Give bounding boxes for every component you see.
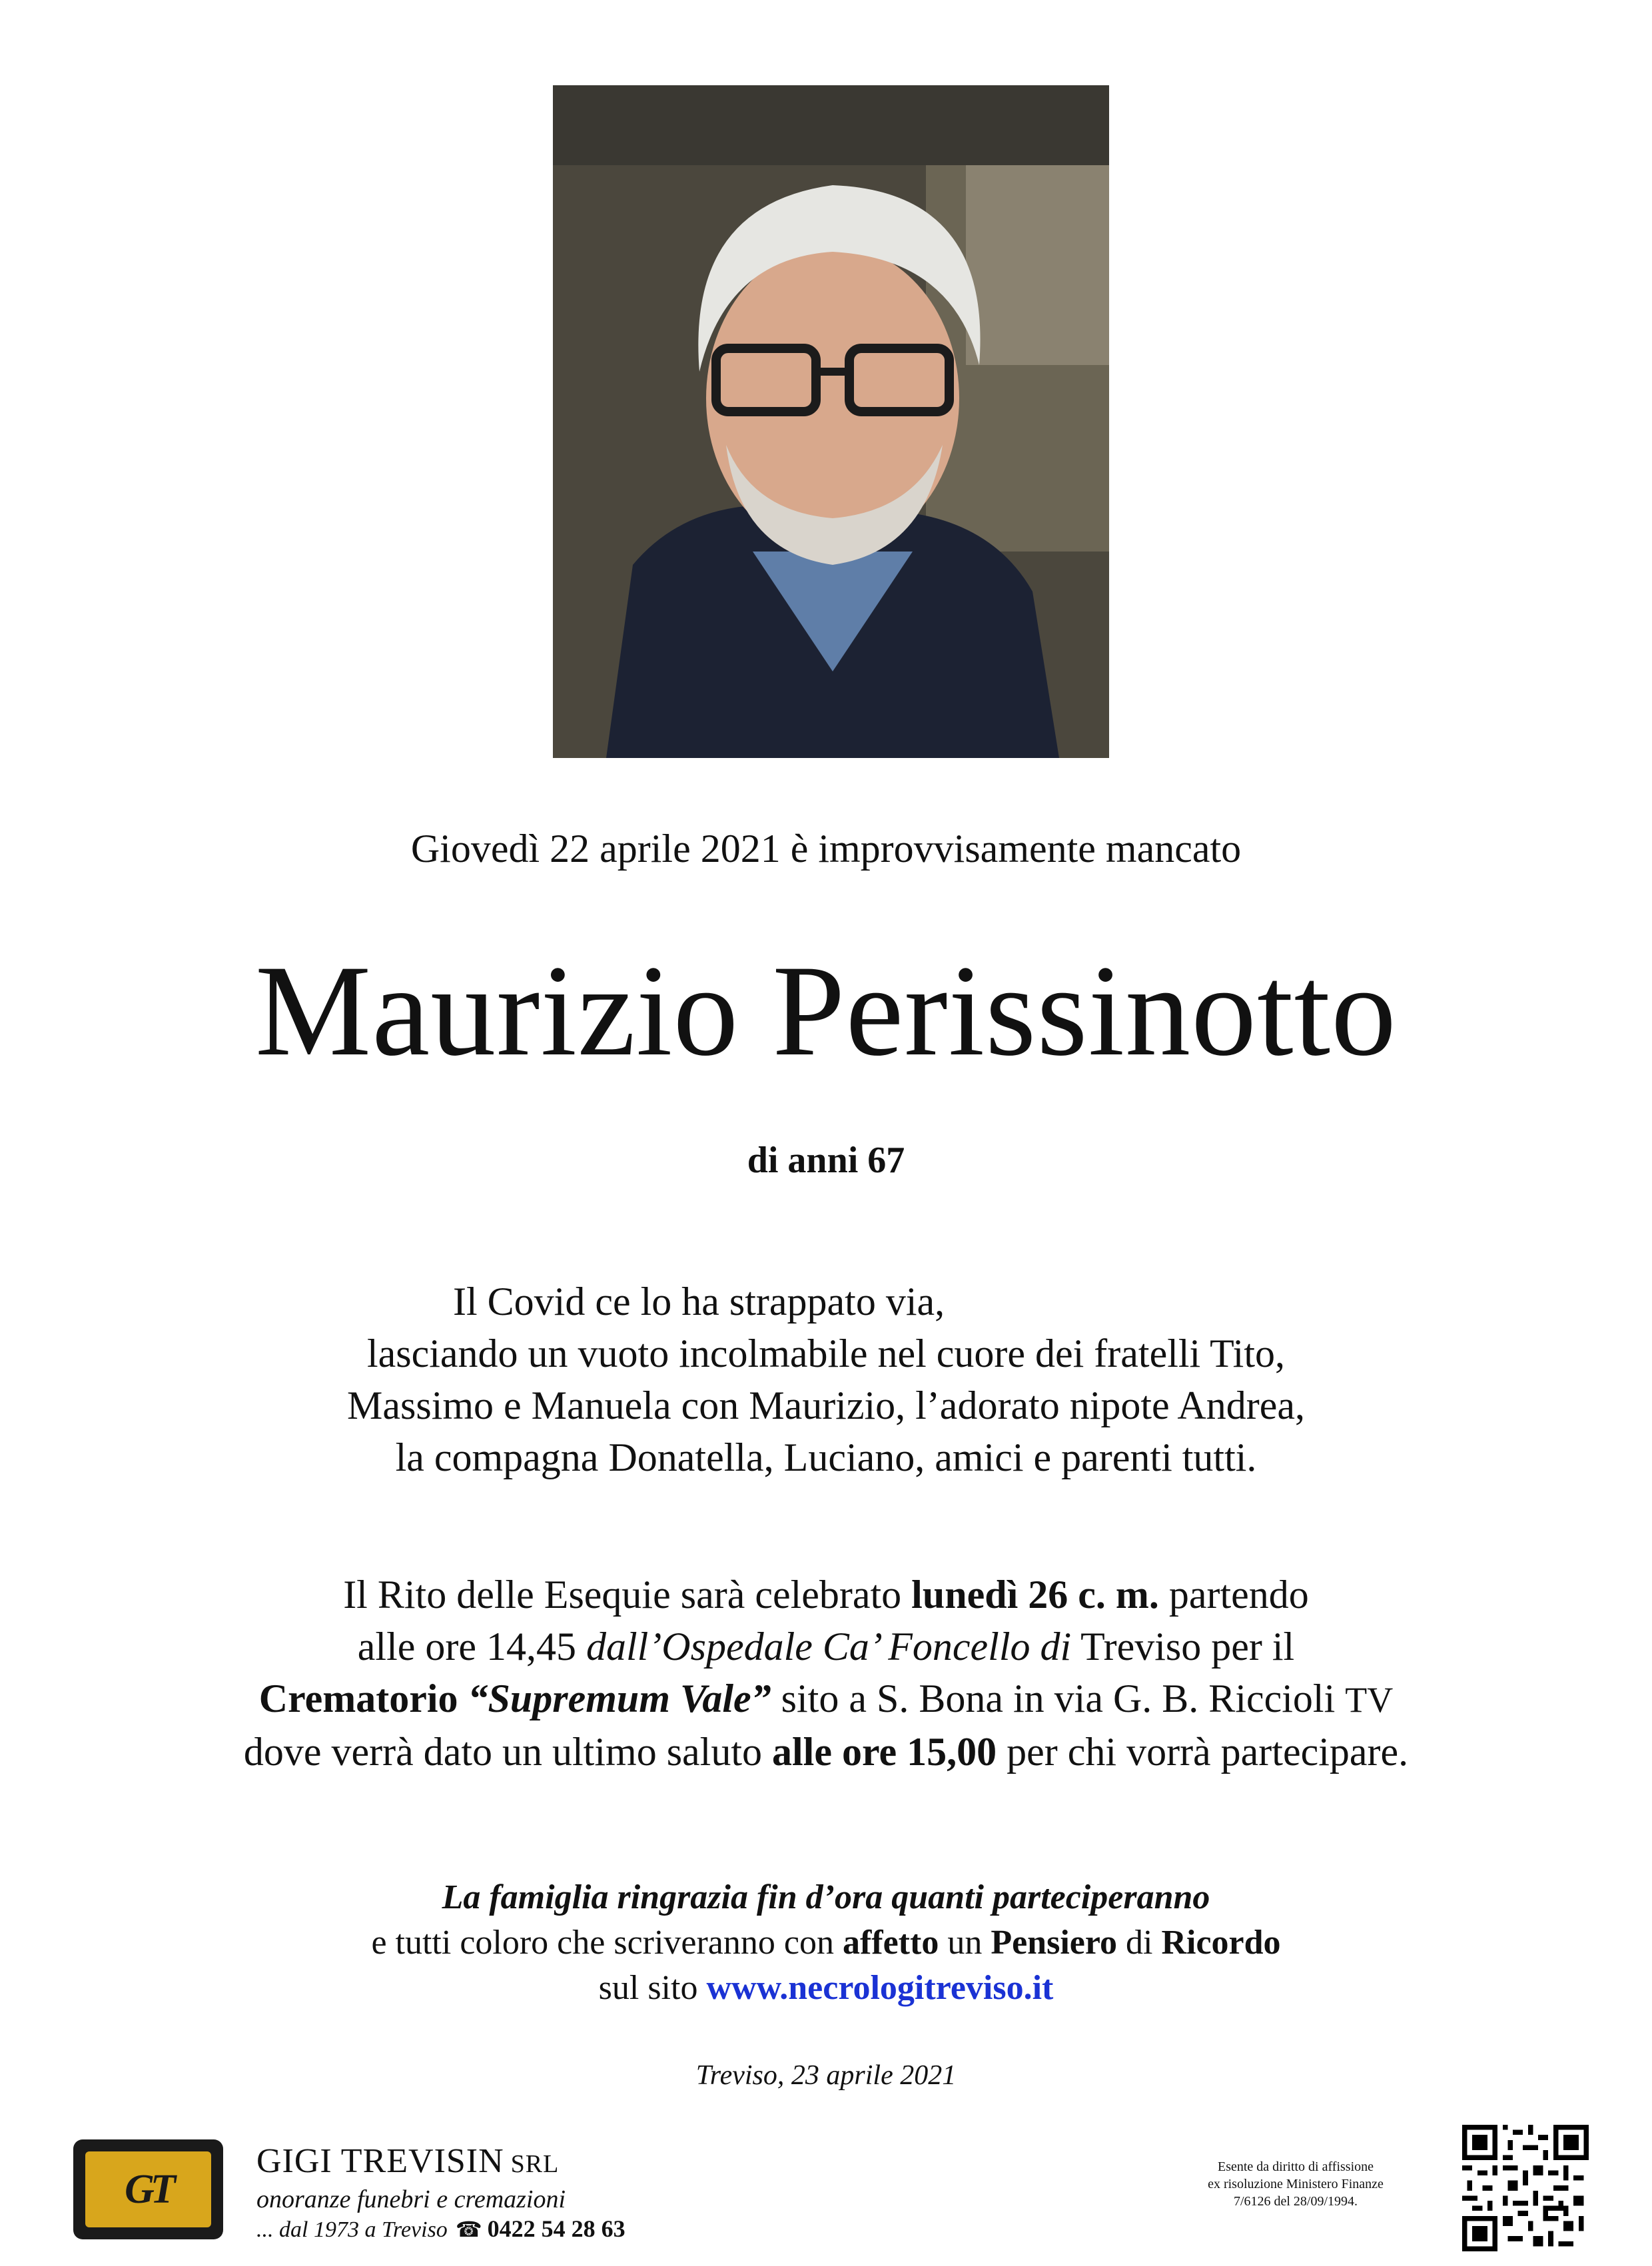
thanks-text: di <box>1117 1924 1162 1962</box>
thanks-emphasis: affetto <box>842 1924 939 1962</box>
funeral-text: dove verrà dato un ultimo saluto <box>243 1730 773 1774</box>
hospital-name: dall’Ospedale Ca’ Foncello di <box>586 1625 1072 1669</box>
thanks-text: e tutti coloro che scriveranno con <box>371 1924 843 1962</box>
funeral-line-1 <box>0 1569 1652 1621</box>
funeral-line-2 <box>0 1621 1652 1673</box>
telephone-icon: ☎ <box>455 2217 482 2241</box>
funeral-text: Treviso per il <box>1071 1625 1295 1669</box>
company-logo-mark: GT <box>85 2151 211 2227</box>
thanks-text: sul sito <box>598 1969 707 2007</box>
funeral-text: alle ore 14,45 <box>357 1625 586 1669</box>
thanks-text: La famiglia ringrazia fin d’ora quanti parteciperanno <box>442 1878 1210 1916</box>
funeral-text: partendo <box>1158 1573 1309 1617</box>
thanks-line-2 <box>0 1920 1652 1966</box>
family-line-4: la compagna Donatella, Luciano, amici e parenti tutti. <box>395 1435 1257 1479</box>
family-line-1: Il Covid ce lo ha strappato via, <box>453 1280 945 1323</box>
company-name <box>256 2141 559 2181</box>
company-since <box>256 2215 625 2243</box>
thanks-line-3 <box>0 1966 1652 2011</box>
qr-code-icon[interactable] <box>1462 2125 1589 2251</box>
funeral-text: Il Rito delle Esequie sarà celebrato <box>343 1573 912 1617</box>
exempt-line: Esente da diritto di affissione <box>1217 2159 1374 2174</box>
company-since-text: ... dal 1973 a Treviso <box>256 2217 448 2242</box>
intro-line: Giovedì 22 aprile 2021 è improvvisamente mancato <box>410 827 1242 871</box>
website-link[interactable]: www.necrologitreviso.it <box>706 1969 1054 2007</box>
thanks-line-1 <box>0 1875 1652 1920</box>
family-line-2: lasciando un vuoto incolmabile nel cuore dei fratelli Tito, <box>366 1331 1286 1375</box>
thanks-paragraph <box>0 1875 1652 2011</box>
funeral-line-3 <box>0 1673 1652 1726</box>
funeral-paragraph <box>0 1569 1652 1778</box>
company-phone[interactable]: 0422 54 28 63 <box>487 2215 625 2242</box>
company-logo <box>73 2139 223 2239</box>
crematorium-label: Crematorio <box>258 1677 468 1720</box>
age-line: di anni 67 <box>747 1140 905 1181</box>
family-paragraph <box>0 1276 1652 1483</box>
crematorium-name: “Supremum Vale” <box>468 1677 771 1720</box>
thanks-text: un <box>939 1924 991 1962</box>
funeral-date: lunedì 26 c. m. <box>911 1573 1159 1617</box>
thanks-emphasis: Ricordo <box>1161 1924 1281 1962</box>
family-line-3: Massimo e Manuela con Maurizio, l’adorato nipote Andrea, <box>347 1383 1305 1427</box>
portrait-photo <box>553 85 1109 758</box>
funeral-text: per chi vorrà partecipare. <box>997 1730 1409 1774</box>
company-suffix: SRL <box>510 2150 560 2178</box>
company-name-text: GIGI TREVISIN <box>256 2142 504 2180</box>
deceased-name: Maurizio Perissinotto <box>254 939 1398 1083</box>
farewell-time: alle ore 15,00 <box>772 1730 997 1774</box>
province-code: TV <box>1345 1680 1394 1720</box>
funeral-text: sito a S. Bona in via G. B. Riccioli <box>771 1677 1346 1720</box>
company-tagline: onoranze funebri e cremazioni <box>256 2185 566 2213</box>
funeral-line-4 <box>0 1726 1652 1778</box>
exempt-line: 7/6126 del 28/09/1994. <box>1233 2194 1358 2209</box>
tax-exempt-notice <box>1182 2158 1409 2210</box>
place-date: Treviso, 23 aprile 2021 <box>695 2060 957 2091</box>
exempt-line: ex risoluzione Ministero Finanze <box>1208 2177 1384 2191</box>
thanks-emphasis: Pensiero <box>991 1924 1117 1962</box>
